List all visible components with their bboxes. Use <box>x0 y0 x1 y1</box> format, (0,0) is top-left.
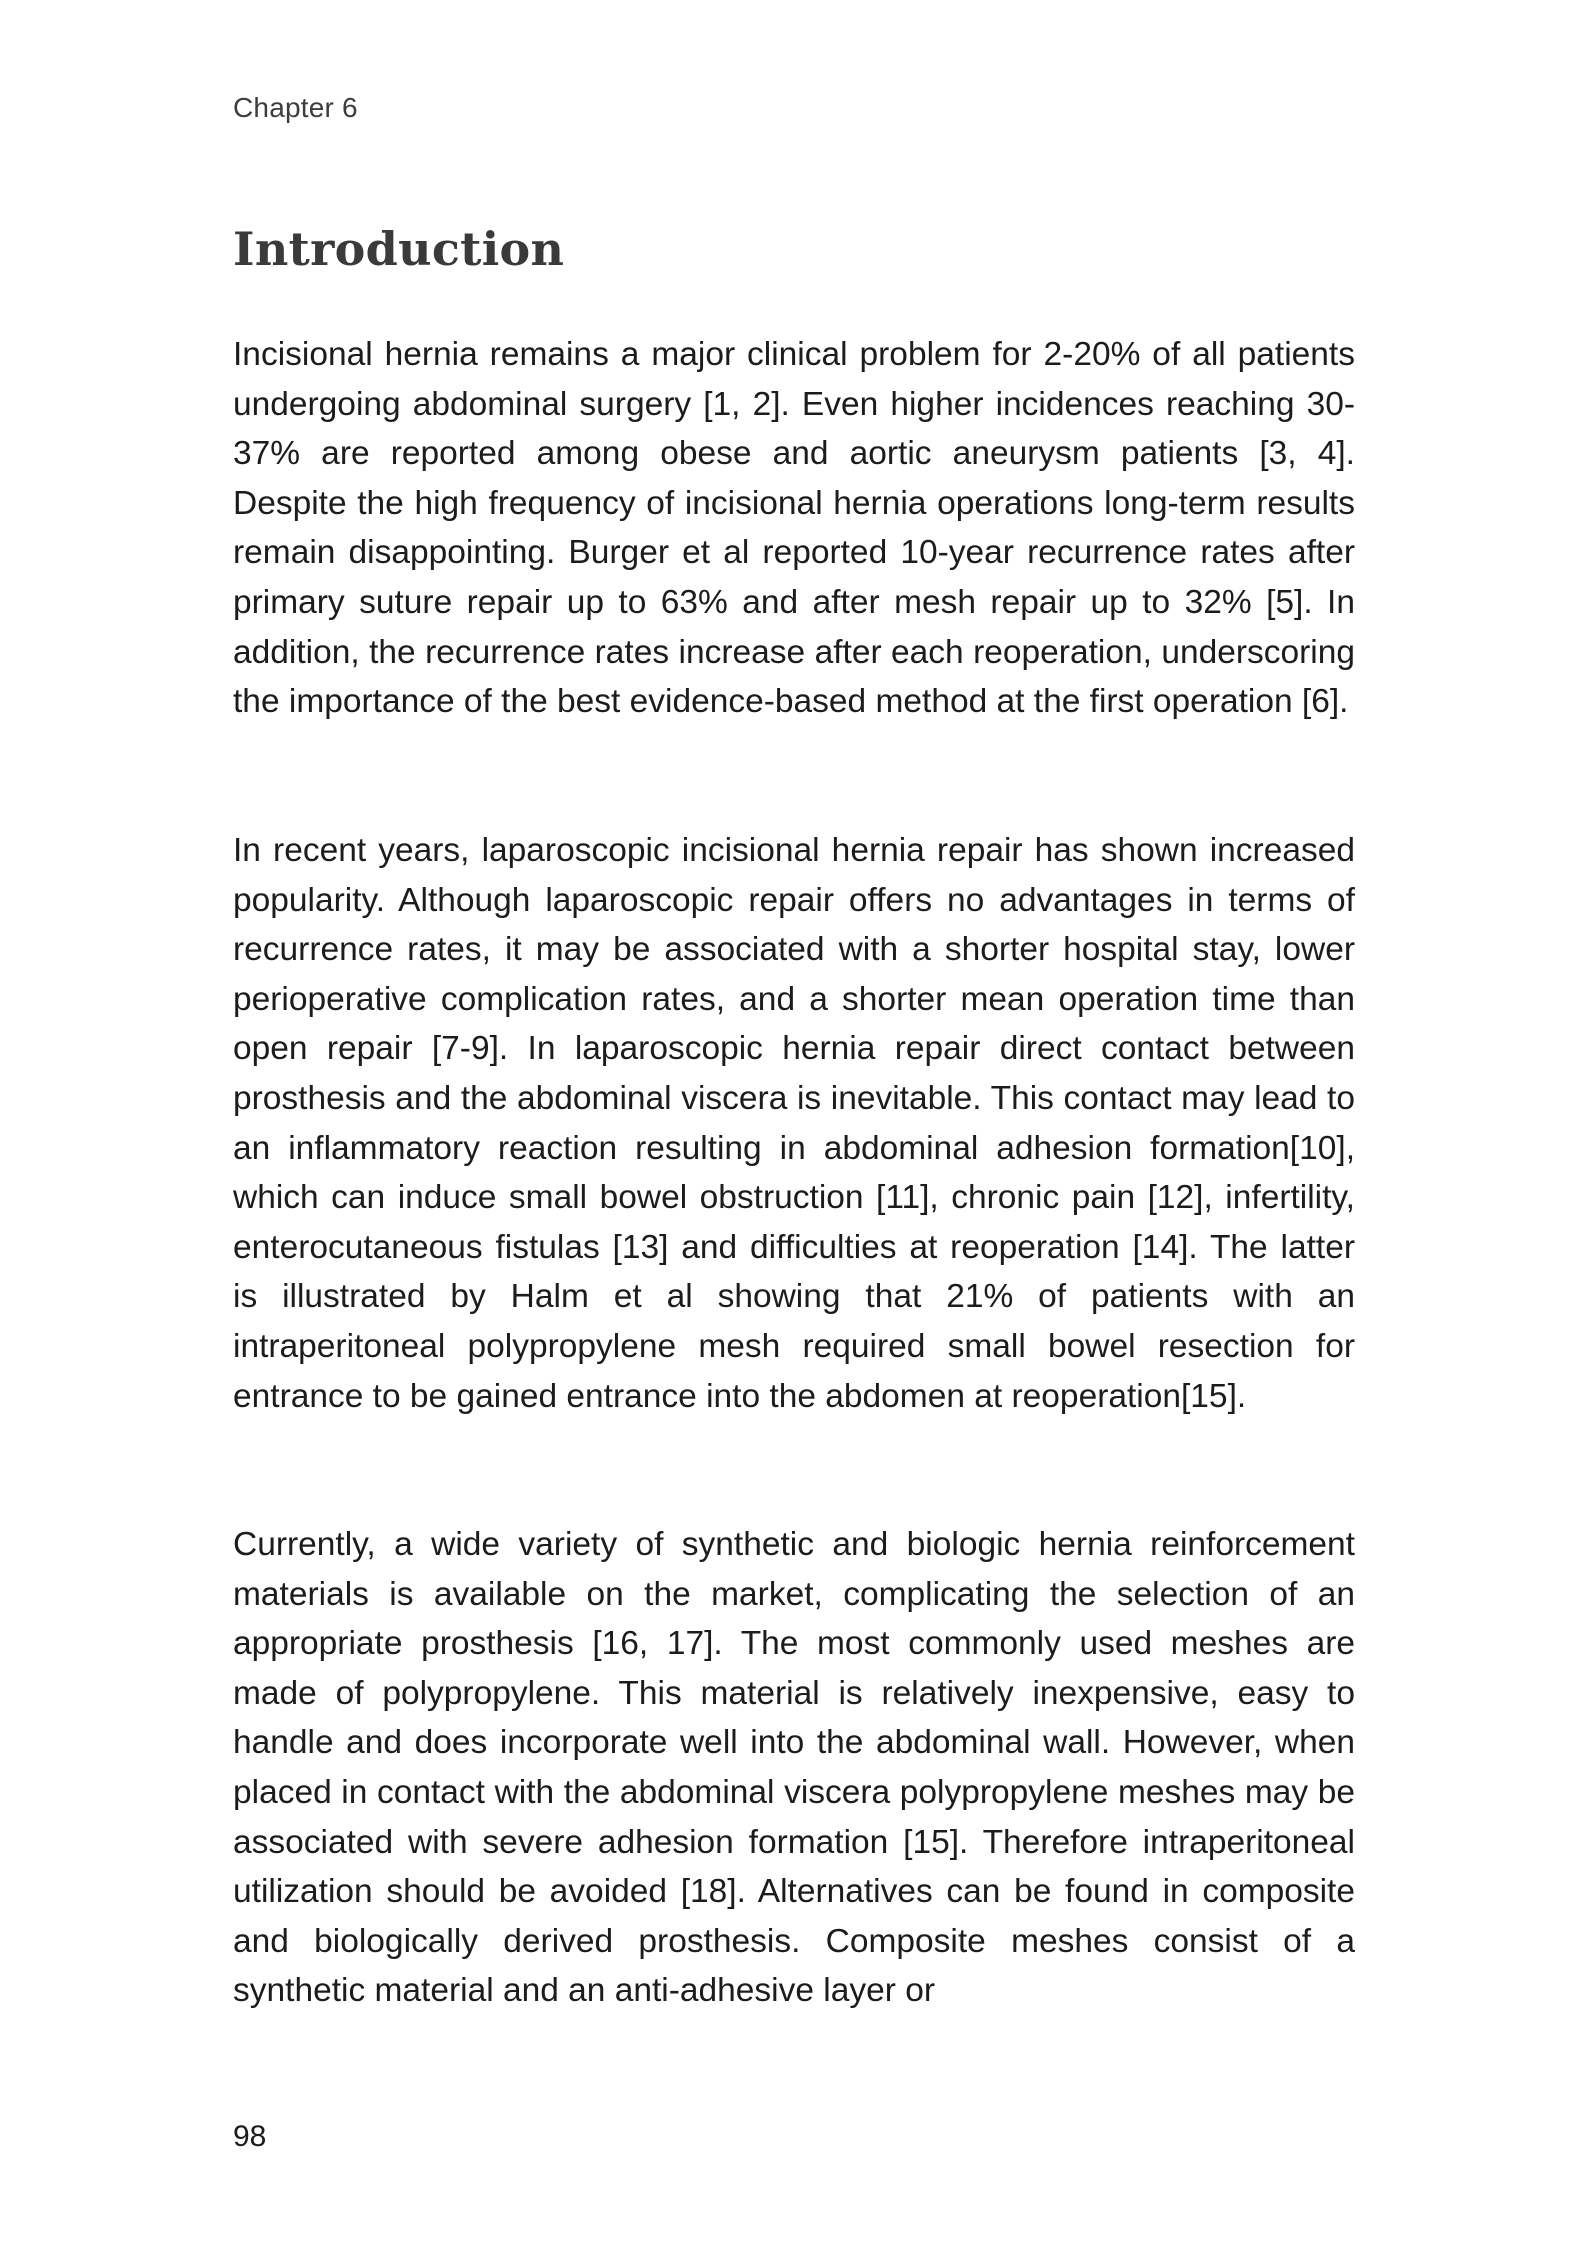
section-title: Introduction <box>233 222 565 276</box>
page-number: 98 <box>233 2120 267 2153</box>
paragraph-2: In recent years, laparoscopic incisional hernia repair has shown increased popularity. Although laparoscopic repair offers no advantages in terms of recurrence rates, it may be associated with a shorter hospital stay, lower perioperative complication rates, and a shorter mean operation time than open repair [7-9]. In laparoscopic hernia repair direct contact between prosthesis and the abdominal viscera is inevitable. This contact may lead to an inflammatory reaction resulting in abdominal adhesion formation[10], which can induce small bowel obstruction [11], chronic pain [12], infertility, enterocutaneous fistulas [13] and difficulties at reoperation [14]. The latter is illustrated by Halm et al showing that 21% of patients with an intraperitoneal polypropylene mesh required small bowel resection for entrance to be gained entrance into the abdomen at reoperation[15]. <box>233 832 1355 1415</box>
paragraph-3: Currently, a wide variety of synthetic and biologic hernia reinforcement materials is available on the market, complicating the selection of an appropriate prosthesis [16, 17]. The most commonly used meshes are made of polypropylene. This material is relatively inexpensive, easy to handle and does incorporate well into the abdominal wall. However, when placed in contact with the abdominal viscera polypropylene meshes may be associated with severe adhesion formation [15]. Therefore intraperitoneal utilization should be avoided [18]. Alternatives can be found in composite and biologically derived prosthesis. Composite meshes consist of a synthetic material and an anti-adhesive layer or <box>233 1526 1355 2010</box>
paragraph-1: Incisional hernia remains a major clinical problem for 2-20% of all patients undergoing abdominal surgery [1, 2]. Even higher incidences reaching 30-37% are reported among obese and aortic aneurysm patients [3, 4]. Despite the high frequency of incisional hernia operations long-term results remain disappointing. Burger et al reported 10-year recurrence rates after primary suture repair up to 63% and after mesh repair up to 32% [5]. In addition, the recurrence rates increase after each reoperation, underscoring the importance of the best evidence-based method at the first operation [6]. <box>233 336 1355 721</box>
running-head: Chapter 6 <box>233 92 358 123</box>
